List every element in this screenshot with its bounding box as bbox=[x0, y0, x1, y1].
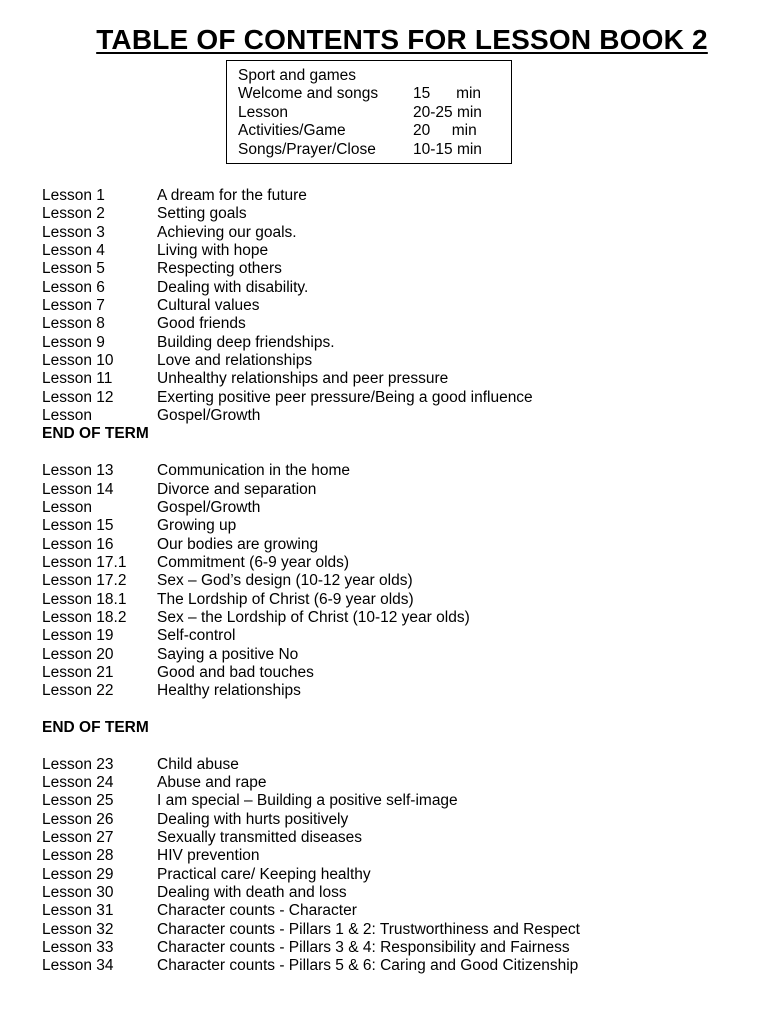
lesson-topic: Achieving our goals. bbox=[157, 223, 297, 241]
lesson-topic: Character counts - Pillars 1 & 2: Trustworthiness and Respect bbox=[157, 920, 580, 938]
lesson-row bbox=[42, 278, 309, 297]
lesson-number: Lesson 6 bbox=[42, 278, 105, 296]
lesson-number: Lesson 32 bbox=[42, 920, 114, 938]
lesson-row bbox=[42, 865, 371, 884]
lesson-row bbox=[42, 553, 350, 572]
lesson-topic: Gospel/Growth bbox=[157, 498, 261, 516]
schedule-activity: Welcome and songs bbox=[238, 85, 379, 103]
lesson-topic: Building deep friendships. bbox=[157, 333, 335, 351]
lesson-number: Lesson 18.2 bbox=[42, 608, 127, 626]
lesson-row bbox=[42, 829, 363, 847]
lesson-number: Lesson 20 bbox=[42, 645, 114, 663]
schedule-box bbox=[226, 60, 512, 164]
lesson-topic: Good friends bbox=[157, 315, 246, 333]
lesson-topic: Practical care/ Keeping healthy bbox=[157, 865, 371, 883]
lesson-topic: HIV prevention bbox=[157, 847, 260, 865]
lesson-number: Lesson 15 bbox=[42, 517, 114, 535]
lesson-topic: Love and relationships bbox=[157, 352, 313, 370]
lesson-topic: Divorce and separation bbox=[157, 480, 317, 498]
lesson-number: Lesson 29 bbox=[42, 865, 114, 883]
lesson-topic: Character counts - Pillars 5 & 6: Caring and Good Citizenship bbox=[157, 957, 579, 975]
lesson-number: Lesson 14 bbox=[42, 480, 114, 498]
lesson-number: Lesson 33 bbox=[42, 939, 114, 957]
lesson-topic: Communication in the home bbox=[157, 462, 350, 480]
lesson-row bbox=[42, 517, 237, 535]
lesson-topic: Unhealthy relationships and peer pressure bbox=[157, 370, 449, 388]
lesson-topic: Character counts - Pillars 3 & 4: Responsibility and Fairness bbox=[157, 939, 570, 957]
lesson-number: Lesson 10 bbox=[42, 352, 114, 370]
lesson-number: Lesson 12 bbox=[42, 388, 114, 406]
lesson-number: Lesson 9 bbox=[42, 333, 105, 351]
lesson-row bbox=[42, 939, 570, 957]
lesson-row bbox=[42, 957, 579, 975]
lesson-topic: Gospel/Growth bbox=[157, 407, 261, 425]
lesson-row bbox=[42, 297, 260, 315]
lesson-row bbox=[42, 590, 414, 609]
lesson-topic: A dream for the future bbox=[157, 187, 307, 204]
page-title: TABLE OF CONTENTS FOR LESSON BOOK 2 bbox=[96, 24, 708, 55]
lesson-number: Lesson 31 bbox=[42, 902, 114, 920]
lesson-number: Lesson 18.1 bbox=[42, 590, 127, 608]
lesson-row bbox=[42, 608, 470, 627]
lesson-topic: Saying a positive No bbox=[157, 645, 299, 663]
lesson-row bbox=[42, 498, 261, 517]
schedule-time: 20 min bbox=[413, 122, 477, 140]
lesson-row bbox=[42, 627, 236, 645]
lesson-row bbox=[42, 572, 413, 590]
lesson-number: Lesson bbox=[42, 498, 92, 516]
lesson-topic: Sex – the Lordship of Christ (10-12 year olds) bbox=[157, 608, 470, 626]
lesson-row bbox=[42, 370, 449, 388]
lesson-topic: Healthy relationships bbox=[157, 682, 301, 700]
lesson-number: Lesson 17.1 bbox=[42, 553, 127, 571]
lesson-topic: I am special – Building a positive self-image bbox=[157, 792, 458, 810]
lesson-number: Lesson 8 bbox=[42, 315, 105, 333]
lesson-number: Lesson 1 bbox=[42, 187, 105, 204]
lesson-number: Lesson 27 bbox=[42, 829, 114, 847]
spacer bbox=[42, 444, 149, 462]
schedule-activity: Sport and games bbox=[238, 67, 357, 84]
lesson-row bbox=[42, 462, 350, 480]
schedule-row bbox=[238, 67, 511, 85]
lesson-topic: Cultural values bbox=[157, 297, 260, 315]
lesson-row bbox=[42, 774, 267, 792]
lesson-number: Lesson 24 bbox=[42, 774, 114, 791]
lesson-row bbox=[42, 645, 299, 664]
lesson-row bbox=[42, 260, 282, 278]
lesson-topic: Good and bad touches bbox=[157, 663, 314, 681]
lesson-row bbox=[42, 242, 269, 260]
lesson-list bbox=[42, 187, 580, 976]
lesson-topic: Dealing with death and loss bbox=[157, 884, 347, 902]
lesson-number: Lesson 2 bbox=[42, 205, 105, 223]
spacer bbox=[42, 701, 149, 719]
lesson-row bbox=[42, 810, 349, 829]
lesson-row bbox=[42, 847, 260, 865]
lesson-topic: Our bodies are growing bbox=[157, 535, 319, 553]
lesson-number: Lesson 4 bbox=[42, 242, 105, 260]
lesson-topic: Dealing with hurts positively bbox=[157, 810, 349, 828]
schedule-activity: Songs/Prayer/Close bbox=[238, 140, 376, 158]
lesson-row bbox=[42, 535, 319, 554]
lesson-topic: Living with hope bbox=[157, 242, 269, 260]
lesson-number: Lesson 30 bbox=[42, 884, 114, 902]
lesson-number: Lesson 21 bbox=[42, 663, 114, 681]
lesson-row bbox=[42, 480, 317, 499]
schedule-row bbox=[238, 85, 511, 103]
lesson-number: Lesson 13 bbox=[42, 462, 114, 480]
lesson-topic: Commitment (6-9 year olds) bbox=[157, 553, 350, 571]
lesson-number: Lesson 17.2 bbox=[42, 572, 127, 590]
lesson-row bbox=[42, 205, 247, 223]
spacer bbox=[42, 737, 149, 755]
lesson-number: Lesson 22 bbox=[42, 682, 114, 700]
lesson-number: Lesson 3 bbox=[42, 223, 105, 241]
lesson-row bbox=[42, 920, 580, 939]
lesson-number: Lesson 26 bbox=[42, 810, 114, 828]
lesson-number: Lesson 5 bbox=[42, 260, 105, 278]
lesson-topic: The Lordship of Christ (6-9 year olds) bbox=[157, 590, 414, 608]
schedule-time: 20-25 min bbox=[413, 103, 482, 121]
lesson-topic: Respecting others bbox=[157, 260, 282, 278]
schedule-row bbox=[238, 104, 511, 122]
schedule-time: 15 min bbox=[413, 85, 482, 103]
lesson-number: Lesson 7 bbox=[42, 297, 105, 315]
lesson-topic: Dealing with disability. bbox=[157, 278, 309, 296]
lesson-number: Lesson bbox=[42, 407, 92, 425]
lesson-topic: Child abuse bbox=[157, 755, 239, 773]
schedule-row bbox=[238, 141, 511, 159]
lesson-number: Lesson 28 bbox=[42, 847, 114, 865]
lesson-row bbox=[42, 388, 533, 407]
lesson-topic: Character counts - Character bbox=[157, 902, 357, 920]
lesson-row bbox=[42, 315, 246, 333]
lesson-number: Lesson 16 bbox=[42, 535, 114, 553]
lesson-row bbox=[42, 223, 297, 242]
lesson-row bbox=[42, 407, 261, 425]
schedule-activity: Activities/Game bbox=[238, 122, 346, 140]
lesson-number: Lesson 25 bbox=[42, 792, 114, 810]
lesson-topic: Exerting positive peer pressure/Being a good influence bbox=[157, 388, 533, 406]
lesson-topic: Abuse and rape bbox=[157, 774, 267, 791]
lesson-topic: Setting goals bbox=[157, 205, 247, 223]
lesson-row bbox=[42, 352, 313, 370]
end-of-term-label: END OF TERM bbox=[42, 425, 149, 443]
lesson-number: Lesson 19 bbox=[42, 627, 114, 645]
end-of-term-label: END OF TERM bbox=[42, 718, 149, 736]
lesson-row bbox=[42, 884, 347, 902]
lesson-row bbox=[42, 682, 301, 700]
lesson-row bbox=[42, 663, 314, 682]
lesson-row bbox=[42, 333, 335, 352]
lesson-row bbox=[42, 902, 357, 920]
lesson-number: Lesson 23 bbox=[42, 755, 114, 773]
schedule-activity: Lesson bbox=[238, 103, 288, 121]
schedule-time: 10-15 min bbox=[413, 140, 482, 158]
lesson-number: Lesson 34 bbox=[42, 957, 114, 975]
schedule-row bbox=[238, 122, 511, 140]
lesson-topic: Sexually transmitted diseases bbox=[157, 829, 363, 847]
lesson-row bbox=[42, 187, 307, 205]
lesson-number: Lesson 11 bbox=[42, 370, 113, 388]
lesson-topic: Sex – God’s design (10-12 year olds) bbox=[157, 572, 413, 590]
lesson-topic: Self-control bbox=[157, 627, 236, 645]
lesson-row bbox=[42, 792, 458, 810]
lesson-topic: Growing up bbox=[157, 517, 237, 535]
lesson-row bbox=[42, 755, 239, 774]
